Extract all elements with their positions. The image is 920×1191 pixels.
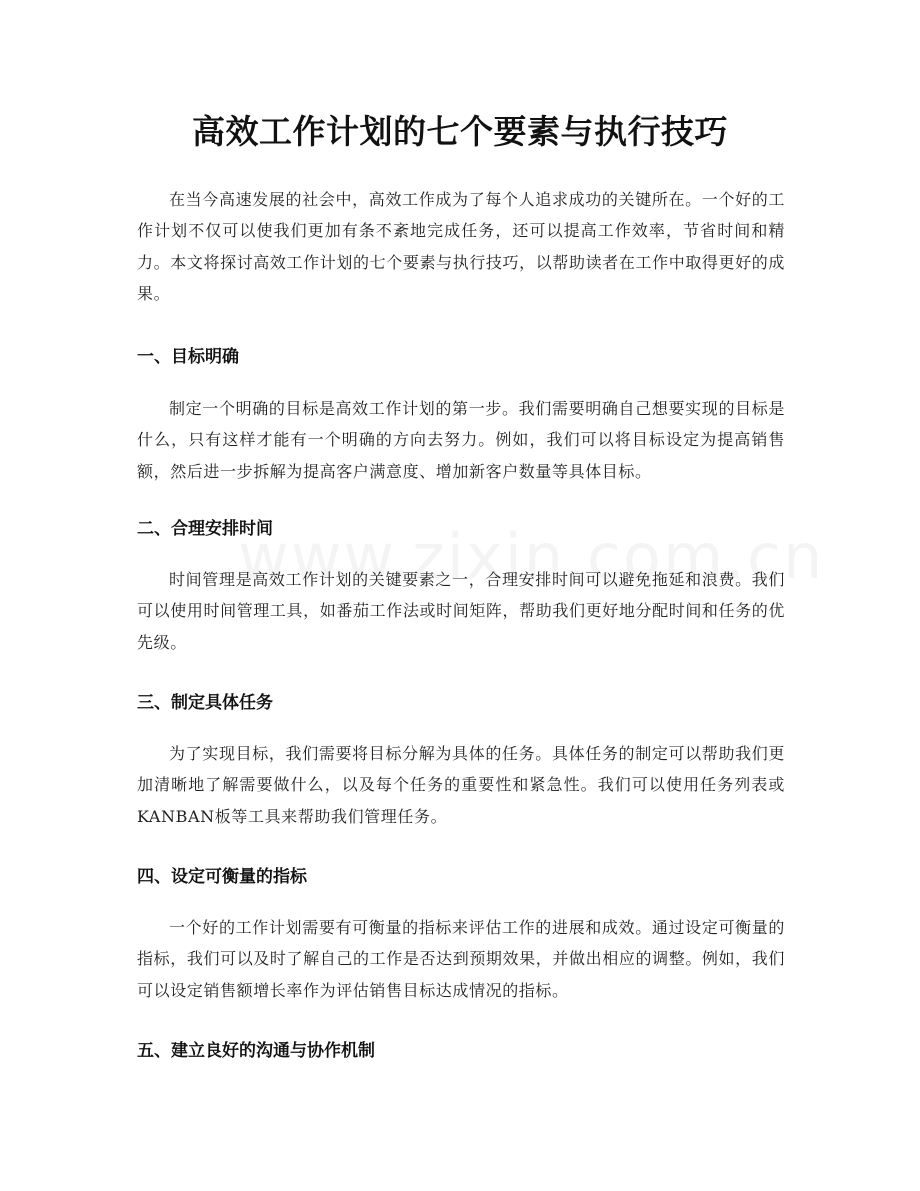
section-heading-3: 三、制定具体任务 (137, 693, 273, 713)
section-body-4: 一个好的工作计划需要有可衡量的指标来评估工作的进展和成效。通过设定可衡量的指标，我们可以及时了解自己的工作是否达到预期效果，并做出相应的调整。例如，我们可以设定销售额增长率作为评估销售目标达成情况的指标。 (137, 918, 785, 1000)
section-body-1: 制定一个明确的目标是高效工作计划的第一步。我们需要明确自己想要实现的目标是什么，只有这样才能有一个明确的方向去努力。例如，我们可以将目标设定为提高销售额，然后进一步拆解为提高客户满意度、增加新客户数量等具体目标。 (137, 399, 785, 481)
section-body-2: 时间管理是高效工作计划的关键要素之一，合理安排时间可以避免拖延和浪费。我们可以使用时间管理工具，如番茄工作法或时间矩阵，帮助我们更好地分配时间和任务的优先级。 (137, 570, 785, 652)
document-title: 高效工作计划的七个要素与执行技巧 (192, 112, 728, 151)
section-heading-5: 五、建立良好的沟通与协作机制 (137, 1041, 375, 1061)
section-heading-4: 四、设定可衡量的指标 (137, 867, 307, 887)
intro-paragraph: 在当今高速发展的社会中，高效工作成为了每个人追求成功的关键所在。一个好的工作计划不仅可以使我们更加有条不紊地完成任务，还可以提高工作效率，节省时间和精力。本文将探讨高效工作计划的七个要素与执行技巧，以帮助读者在工作中取得更好的成果。 (137, 190, 785, 303)
section-body-3: 为了实现目标，我们需要将目标分解为具体的任务。具体任务的制定可以帮助我们更加清晰地了解需要做什么，以及每个任务的重要性和紧急性。我们可以使用任务列表或KANBAN板等工具来帮助我们管理任务。 (137, 744, 785, 826)
section-heading-2: 二、合理安排时间 (137, 519, 273, 539)
section-heading-1: 一、目标明确 (137, 347, 239, 367)
